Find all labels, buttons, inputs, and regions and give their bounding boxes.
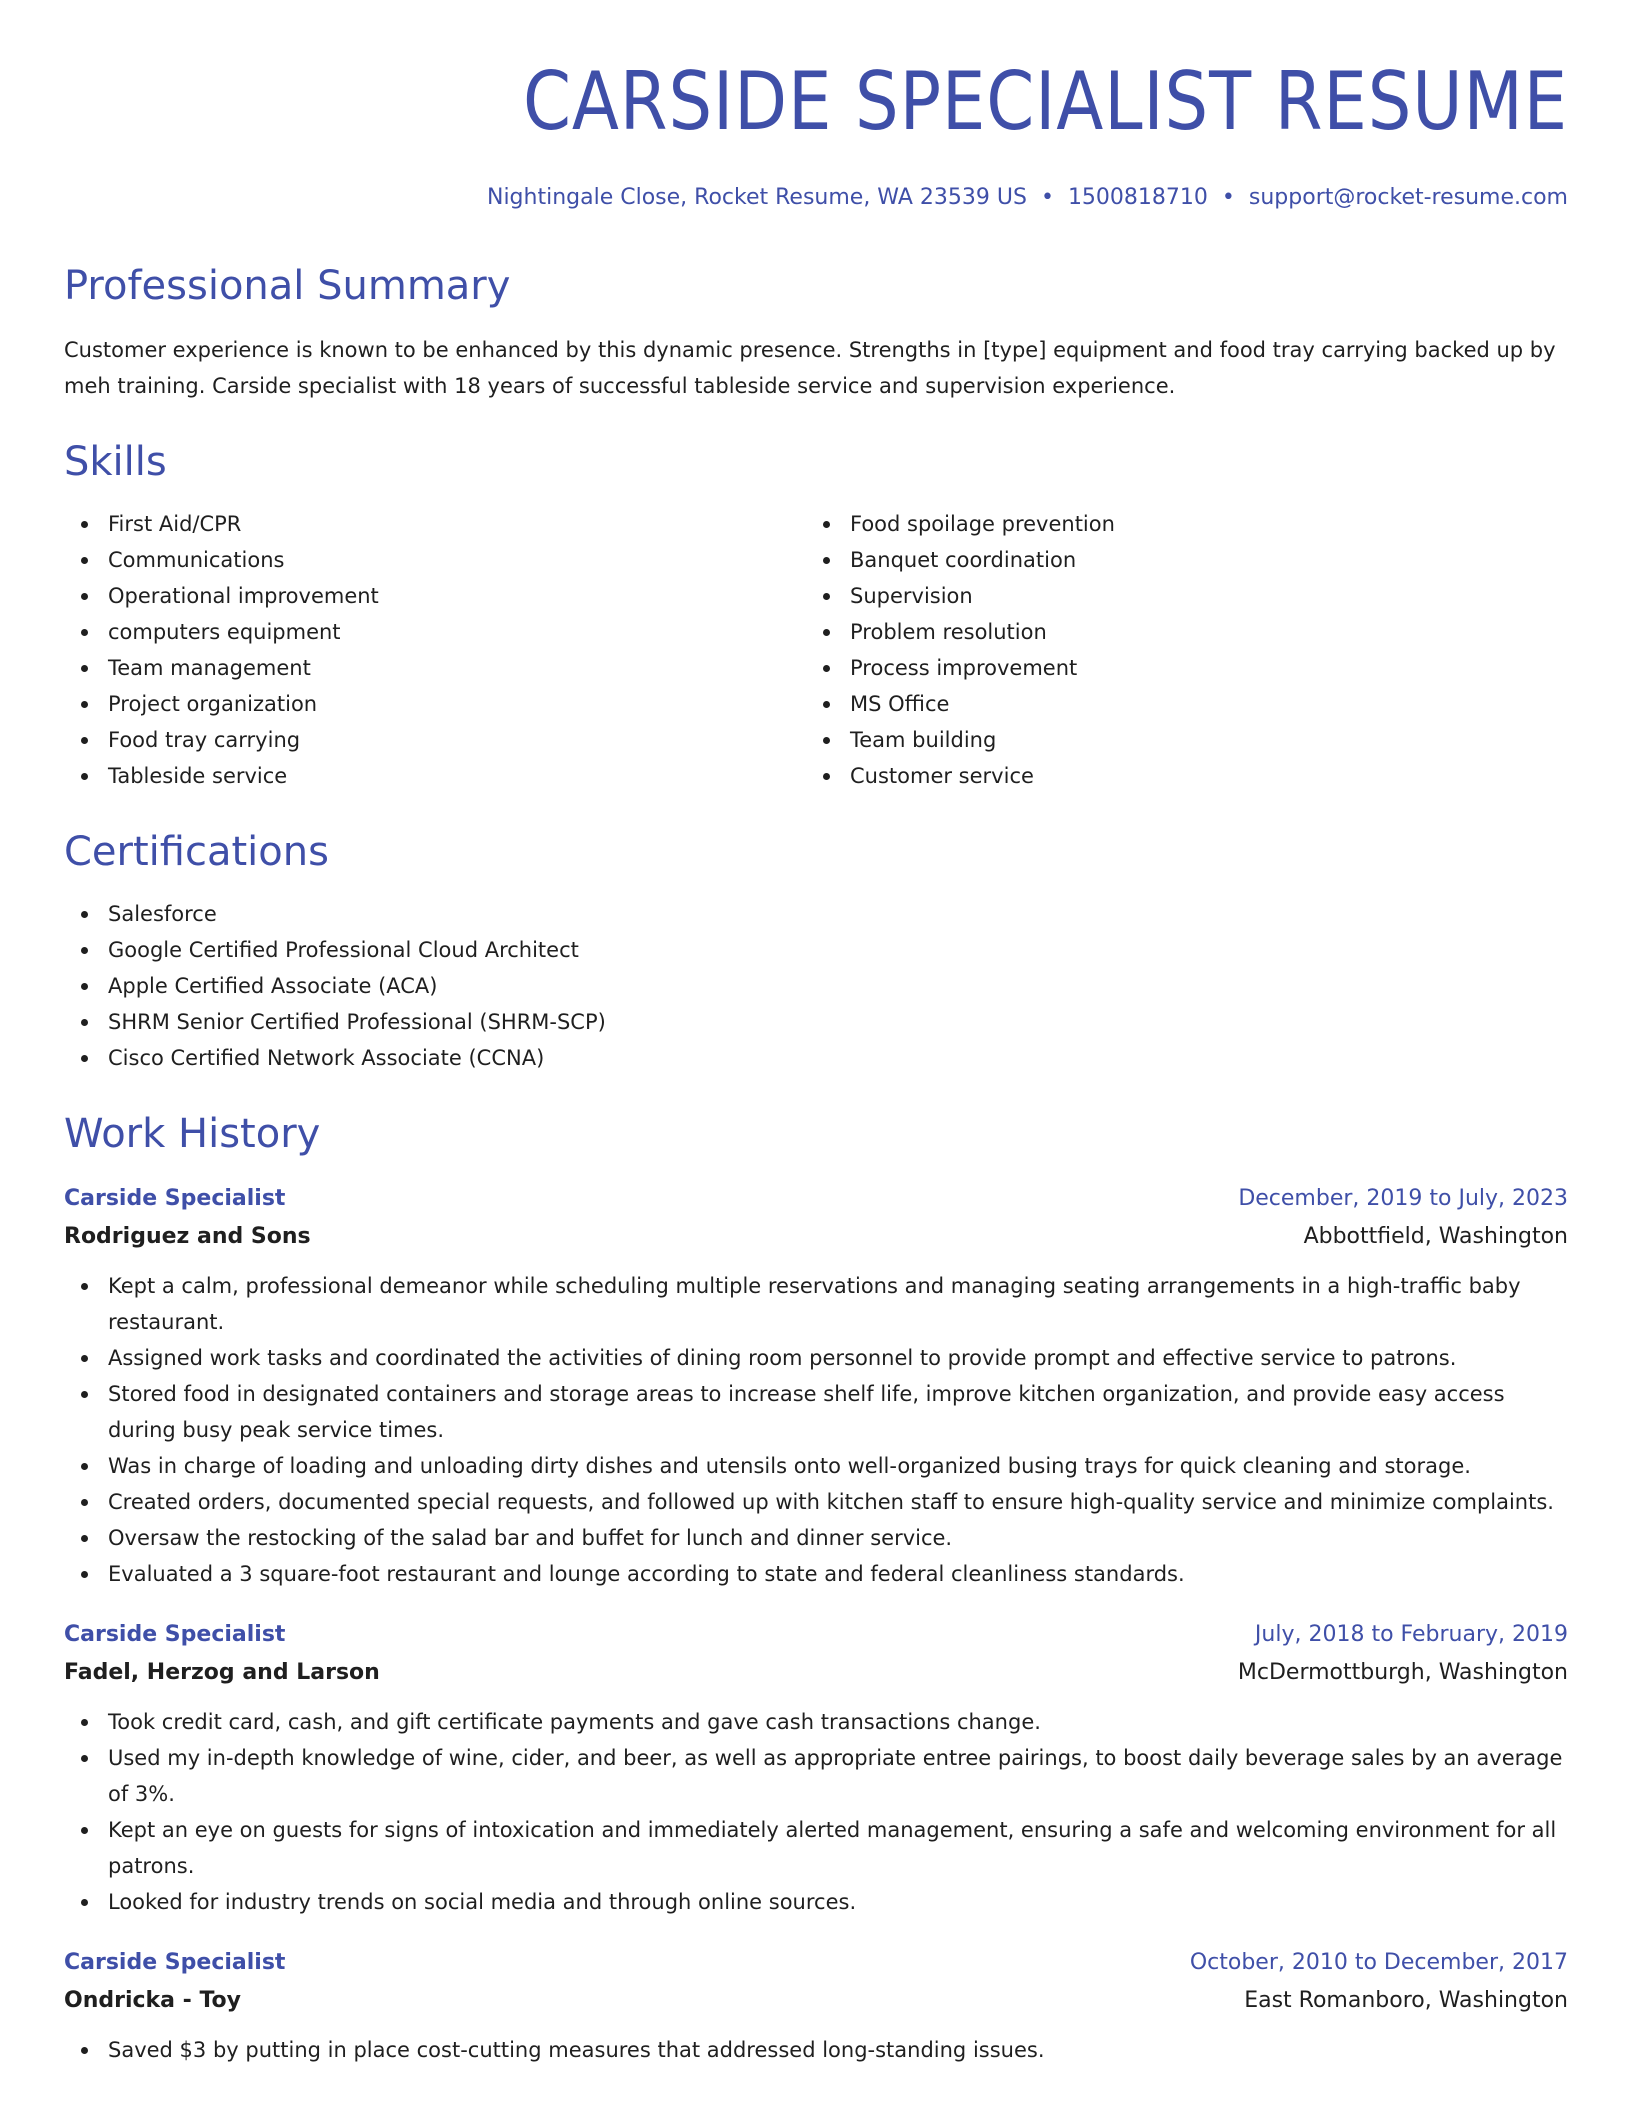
skill-item: Team management: [64, 650, 806, 686]
skill-item: MS Office: [806, 686, 1548, 722]
job-bullet: Evaluated a 3 square-foot restaurant and lounge according to state and federal cleanliness standards.: [64, 1556, 1568, 1592]
contact-phone: 1500818710: [1067, 185, 1208, 210]
certification-item: Google Certified Professional Cloud Architect: [64, 932, 1568, 968]
job-bullet: Looked for industry trends on social media and through online sources.: [64, 1884, 1568, 1920]
job-subheader: [64, 1218, 1568, 1256]
job-dates: October, 2010 to December, 2017: [1189, 1950, 1568, 1975]
job-bullet: Took credit card, cash, and gift certificate payments and gave cash transactions change.: [64, 1704, 1568, 1740]
skill-item: computers equipment: [64, 614, 806, 650]
skill-item: Food tray carrying: [64, 722, 806, 758]
job-subheader: [64, 1982, 1568, 2020]
certifications-heading: Certifications: [64, 829, 329, 875]
job-bullets: [64, 1704, 1568, 1920]
job-dates: July, 2018 to February, 2019: [1254, 1622, 1568, 1647]
job-location: Abbottfield, Washington: [1303, 1224, 1568, 1249]
job-bullet: Created orders, documented special requests, and followed up with kitchen staff to ensure high-quality service and minimize complaints.: [64, 1484, 1568, 1520]
job-bullets: [64, 1268, 1568, 1592]
summary-heading: Professional Summary: [64, 263, 511, 309]
skill-item: Project organization: [64, 686, 806, 722]
skill-item: Team building: [806, 722, 1548, 758]
job-bullet: Assigned work tasks and coordinated the activities of dining room personnel to provide prompt and effective service to patrons.: [64, 1340, 1568, 1376]
job-header: [64, 1944, 1568, 1982]
job-dates: December, 2019 to July, 2023: [1238, 1186, 1568, 1211]
job-bullet: Oversaw the restocking of the salad bar and buffet for lunch and dinner service.: [64, 1520, 1568, 1556]
contact-separator: •: [1040, 185, 1054, 210]
certification-item: Apple Certified Associate (ACA): [64, 968, 1568, 1004]
job-bullet: Was in charge of loading and unloading dirty dishes and utensils onto well-organized busing trays for quick cleaning and storage.: [64, 1448, 1568, 1484]
job-company: Fadel, Herzog and Larson: [64, 1660, 380, 1685]
certification-item: Cisco Certified Network Associate (CCNA): [64, 1040, 1568, 1076]
certification-item: Salesforce: [64, 896, 1568, 932]
resume-name: CARSIDE SPECIALIST RESUME: [522, 55, 1568, 148]
summary-text: Customer experience is known to be enhanced by this dynamic presence. Strengths in [type] equipment and food tray carrying backed up by meh training. Carside specialist with 18 years of successful tableside service and supervision experience.: [64, 338, 1556, 398]
certifications-list: [64, 896, 1568, 1076]
job-company: Rodriguez and Sons: [64, 1224, 311, 1249]
job-bullet: Saved $3 by putting in place cost-cutting measures that addressed long-standing issues.: [64, 2032, 1568, 2068]
job-bullet: Stored food in designated containers and storage areas to increase shelf life, improve kitchen organization, and provide easy access during busy peak service times.: [64, 1376, 1568, 1448]
job-header: [64, 1616, 1568, 1654]
skill-item: Process improvement: [806, 650, 1548, 686]
contact-address: Nightingale Close, Rocket Resume, WA 23539 US: [486, 185, 1027, 210]
job-location: East Romanboro, Washington: [1244, 1988, 1568, 2013]
skills-column-right: [806, 506, 1548, 794]
job-entry: [64, 1180, 1568, 1592]
job-company: Ondricka - Toy: [64, 1988, 242, 2013]
skill-item: Food spoilage prevention: [806, 506, 1548, 542]
contact-line: [64, 185, 1568, 210]
job-subheader: [64, 1654, 1568, 1692]
skills-grid: [64, 506, 1568, 794]
job-bullet: Used my in-depth knowledge of wine, cider, and beer, as well as appropriate entree pairings, to boost daily beverage sales by an average of 3%.: [64, 1740, 1568, 1812]
work-history-heading: Work History: [64, 1111, 321, 1157]
job-bullet: Kept a calm, professional demeanor while scheduling multiple reservations and managing seating arrangements in a high-traffic baby restaurant.: [64, 1268, 1568, 1340]
job-bullets: [64, 2032, 1568, 2068]
job-title: Carside Specialist: [64, 1622, 286, 1647]
job-location: McDermottburgh, Washington: [1237, 1660, 1568, 1685]
skill-item: Customer service: [806, 758, 1548, 794]
job-title: Carside Specialist: [64, 1186, 286, 1211]
contact-separator: •: [1221, 185, 1235, 210]
skill-item: Banquet coordination: [806, 542, 1548, 578]
certification-item: SHRM Senior Certified Professional (SHRM-SCP): [64, 1004, 1568, 1040]
skill-item: First Aid/CPR: [64, 506, 806, 542]
job-title: Carside Specialist: [64, 1950, 286, 1975]
job-entry: [64, 1944, 1568, 2068]
skills-column-left: [64, 506, 806, 794]
skill-item: Supervision: [806, 578, 1548, 614]
skills-heading: Skills: [64, 439, 167, 485]
skill-item: Problem resolution: [806, 614, 1548, 650]
skill-item: Communications: [64, 542, 806, 578]
skill-item: Operational improvement: [64, 578, 806, 614]
contact-email[interactable]: support@rocket-resume.com: [1248, 185, 1568, 210]
job-header: [64, 1180, 1568, 1218]
skill-item: Tableside service: [64, 758, 806, 794]
job-bullet: Kept an eye on guests for signs of intoxication and immediately alerted management, ensuring a safe and welcoming environment for all patrons.: [64, 1812, 1568, 1884]
job-entry: [64, 1616, 1568, 1920]
